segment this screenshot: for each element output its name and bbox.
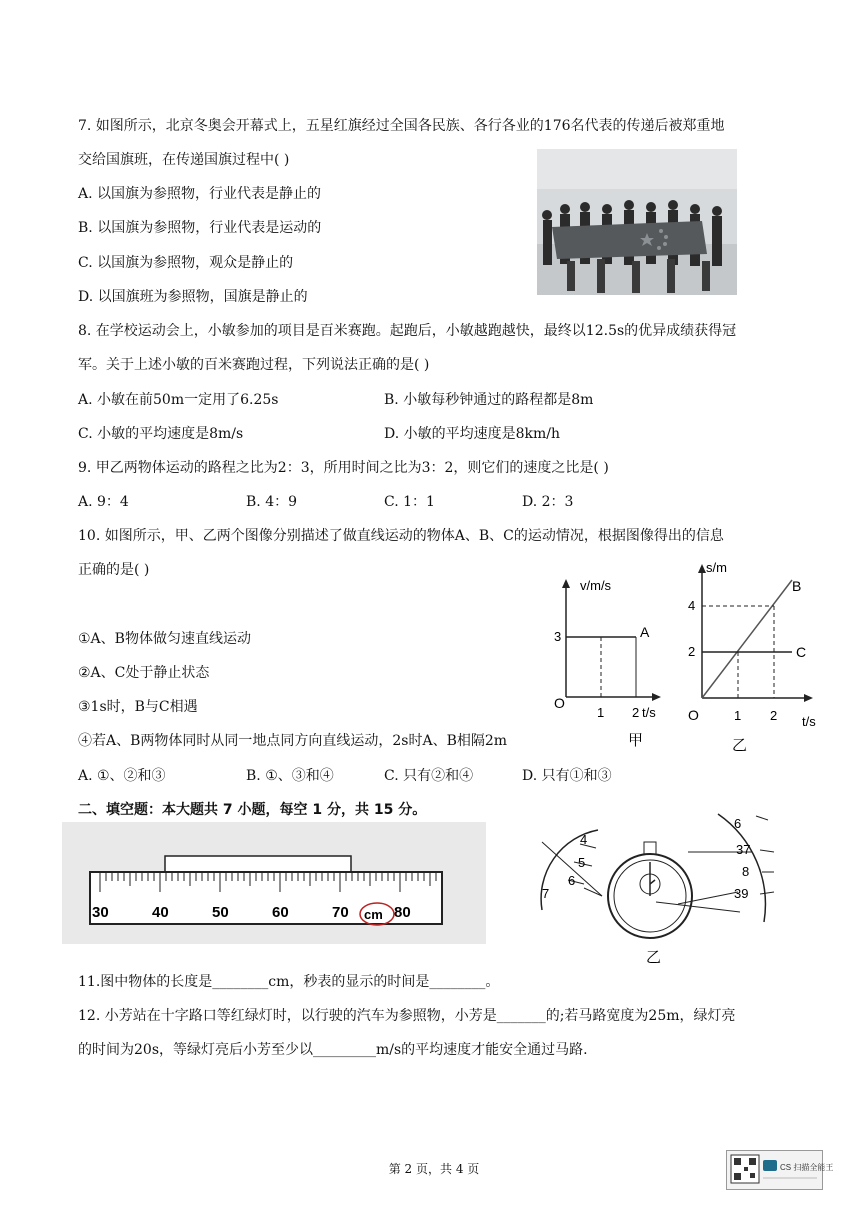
dial-label-7: 7: [542, 886, 550, 901]
q8-option-a: A. 小敏在前50m一定用了6.25s: [78, 392, 279, 408]
q10-statement-4: ④若A、B两物体同时从同一地点同方向直线运动，2s时A、B相隔2m: [78, 733, 508, 749]
ruler-label-40: 40: [152, 904, 169, 921]
stopwatch-figure: [538, 812, 778, 967]
scale-label-8: 8: [742, 864, 750, 879]
q7-option-b: B. 以国旗为参照物，行业代表是运动的: [78, 220, 322, 236]
yi-label-b: B: [792, 578, 802, 594]
q7-option-c: C. 以国旗为参照物，观众是静止的: [78, 255, 294, 271]
dial-label-5: 5: [578, 855, 586, 870]
yi-ytick-2: 2: [688, 644, 696, 659]
yi-xtick-2: 2: [770, 708, 778, 723]
scanner-watermark: [726, 1150, 834, 1190]
jia-label-a: A: [640, 624, 650, 640]
flag-ceremony-photo: [537, 149, 737, 295]
yi-origin: O: [688, 707, 699, 723]
scale-label-37: 37: [736, 842, 751, 857]
minute-dial-arc: [541, 830, 598, 910]
yi-caption: 乙: [732, 737, 748, 754]
q10-stem-line2: 正确的是( ): [78, 562, 150, 578]
q9-option-d: D. 2：3: [522, 494, 574, 510]
ruler-label-80: 80: [394, 904, 411, 921]
ruler-label-60: 60: [272, 904, 289, 921]
jia-xlabel: t/s: [642, 705, 656, 720]
stopwatch-caption: 乙: [646, 949, 662, 966]
q9-option-c: C. 1：1: [384, 494, 435, 510]
q8-option-b: B. 小敏每秒钟通过的路程都是8m: [384, 392, 594, 408]
q8-stem-line1: 8. 在学校运动会上，小敏参加的项目是百米赛跑。起跑后，小敏越跑越快，最终以12.5s的优异成绩获得冠: [78, 323, 737, 339]
graph-yi: [680, 558, 830, 758]
q9-option-b: B. 4：9: [246, 494, 298, 510]
jia-origin: O: [554, 695, 565, 711]
q10-statement-2: ②A、C处于静止状态: [78, 665, 210, 681]
q10-stem-line1: 10. 如图所示，甲、乙两个图像分别描述了做直线运动的物体A、B、C的运动情况，根据图像得出的信息: [78, 528, 724, 544]
dial-label-6: 6: [568, 873, 576, 888]
section2-heading: 二、填空题：本大题共 7 小题，每空 1 分，共 15 分。: [78, 802, 427, 818]
q9-option-a: A. 9：4: [78, 494, 129, 510]
q7-stem-line1: 7. 如图所示，北京冬奥会开幕式上，五星红旗经过全国各民族、各行各业的176名代表的传递后被郑重地: [78, 118, 725, 134]
q10-option-a: A. ①、②和③: [78, 768, 166, 784]
q8-option-d: D. 小敏的平均速度是8km/h: [384, 426, 561, 442]
measured-object: [165, 856, 351, 872]
scale-label-6: 6: [734, 816, 742, 831]
graph-jia: [548, 575, 668, 750]
yi-ytick-4: 4: [688, 598, 696, 613]
q11-text: 11.图中物体的长度是________cm，秒表的显示的时间是________。: [78, 974, 500, 990]
watermark-text: CS 扫描全能王: [780, 1163, 834, 1172]
stopwatch-button: [644, 842, 656, 854]
q7-option-d: D. 以国旗班为参照物，国旗是静止的: [78, 289, 308, 305]
q12-line2: 的时间为20s，等绿灯亮后小芳至少以_________m/s的平均速度才能安全通过马路.: [78, 1042, 588, 1058]
q10-option-d: D. 只有①和③: [522, 768, 612, 784]
q10-statement-3: ③1s时，B与C相遇: [78, 699, 198, 715]
yi-xlabel: t/s: [802, 714, 816, 729]
page-footer: 第 2 页，共 4 页: [388, 1162, 480, 1176]
ruler-body: [90, 872, 442, 924]
jia-ytick-3: 3: [554, 629, 562, 644]
yi-ylabel: s/m: [706, 560, 727, 575]
jia-caption: 甲: [628, 732, 644, 749]
ruler-label-70: 70: [332, 904, 349, 921]
yi-line-b: [702, 580, 792, 698]
yi-xtick-1: 1: [734, 708, 742, 723]
q7-option-a: A. 以国旗为参照物，行业代表是静止的: [78, 186, 322, 202]
ruler-figure: [62, 822, 486, 944]
q12-line1: 12. 小芳站在十字路口等红绿灯时，以行驶的汽车为参照物，小芳是_______的;若马路宽度为25m，绿灯亮: [78, 1008, 736, 1024]
q7-stem-line2: 交给国旗班，在传递国旗过程中( ): [78, 152, 290, 168]
q8-stem-line2: 军。关于上述小敏的百米赛跑过程，下列说法正确的是( ): [78, 357, 430, 373]
q9-stem: 9. 甲乙两物体运动的路程之比为2：3，所用时间之比为3：2，则它们的速度之比是( ): [78, 460, 609, 476]
jia-ylabel: v/m/s: [580, 578, 612, 593]
q10-option-c: C. 只有②和④: [384, 768, 474, 784]
ruler-label-50: 50: [212, 904, 229, 921]
jia-xtick-2: 2: [632, 705, 640, 720]
q10-option-b: B. ①、③和④: [246, 768, 334, 784]
scale-label-39: 39: [734, 886, 749, 901]
ruler-unit: cm: [364, 907, 383, 922]
ruler-label-30: 30: [92, 904, 109, 921]
q10-statement-1: ①A、B物体做匀速直线运动: [78, 631, 251, 647]
jia-xtick-1: 1: [597, 705, 605, 720]
yi-label-c: C: [796, 644, 807, 660]
dial-label-4: 4: [580, 832, 588, 847]
q8-option-c: C. 小敏的平均速度是8m/s: [78, 426, 244, 442]
